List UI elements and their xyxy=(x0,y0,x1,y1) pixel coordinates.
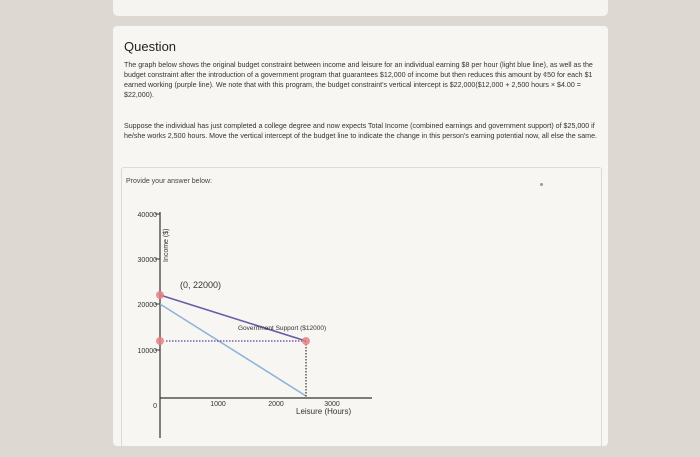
x-tick-label: 1000 xyxy=(210,401,226,408)
intercept-label: (0, 22000) xyxy=(180,280,222,290)
support-right-handle[interactable] xyxy=(302,337,310,345)
y-tick-label: 30000 xyxy=(137,257,157,264)
provide-answer-label: Provide your answer below: xyxy=(126,178,212,185)
y-tick-label: 20000 xyxy=(137,302,157,309)
support-left-handle[interactable] xyxy=(156,337,164,345)
question-paragraph-2: Suppose the individual has just completed a college degree and now expects Total Income (combined earnings and government support) of $25,000 if he/she works 2,500 hours. Move the vertical intercept of the budget line to indicate the change in this person's earning potential now, all else the same. xyxy=(124,122,597,140)
y-tick-label: 0 xyxy=(153,403,157,410)
question-paragraph-1: The graph below shows the original budget constraint between income and leisure for an individual earning $8 per hour (light blue line), as well as the budget constraint after the introduction of a government program that guarantees $12,000 of income but then reduces this amount by ¢50 for each $1 earned working (purple line). We note that with this program, the budget constraint's vertical intercept is $22,000($12,000 + 2,500 hours × $4.00 = $22,000). xyxy=(124,61,593,99)
x-tick-label: 3000 xyxy=(324,401,340,408)
government-support-label: Government Support ($12000) xyxy=(238,325,327,332)
x-axis-label: Leisure (Hours) xyxy=(296,407,352,416)
y-tick-label: 40000 xyxy=(137,212,157,219)
question-title: Question xyxy=(124,39,177,54)
y-axis-label: Income ($) xyxy=(163,228,170,262)
vertical-intercept-handle[interactable] xyxy=(156,291,164,299)
x-tick-label: 2000 xyxy=(268,401,284,408)
y-tick-label: 10000 xyxy=(137,348,157,355)
